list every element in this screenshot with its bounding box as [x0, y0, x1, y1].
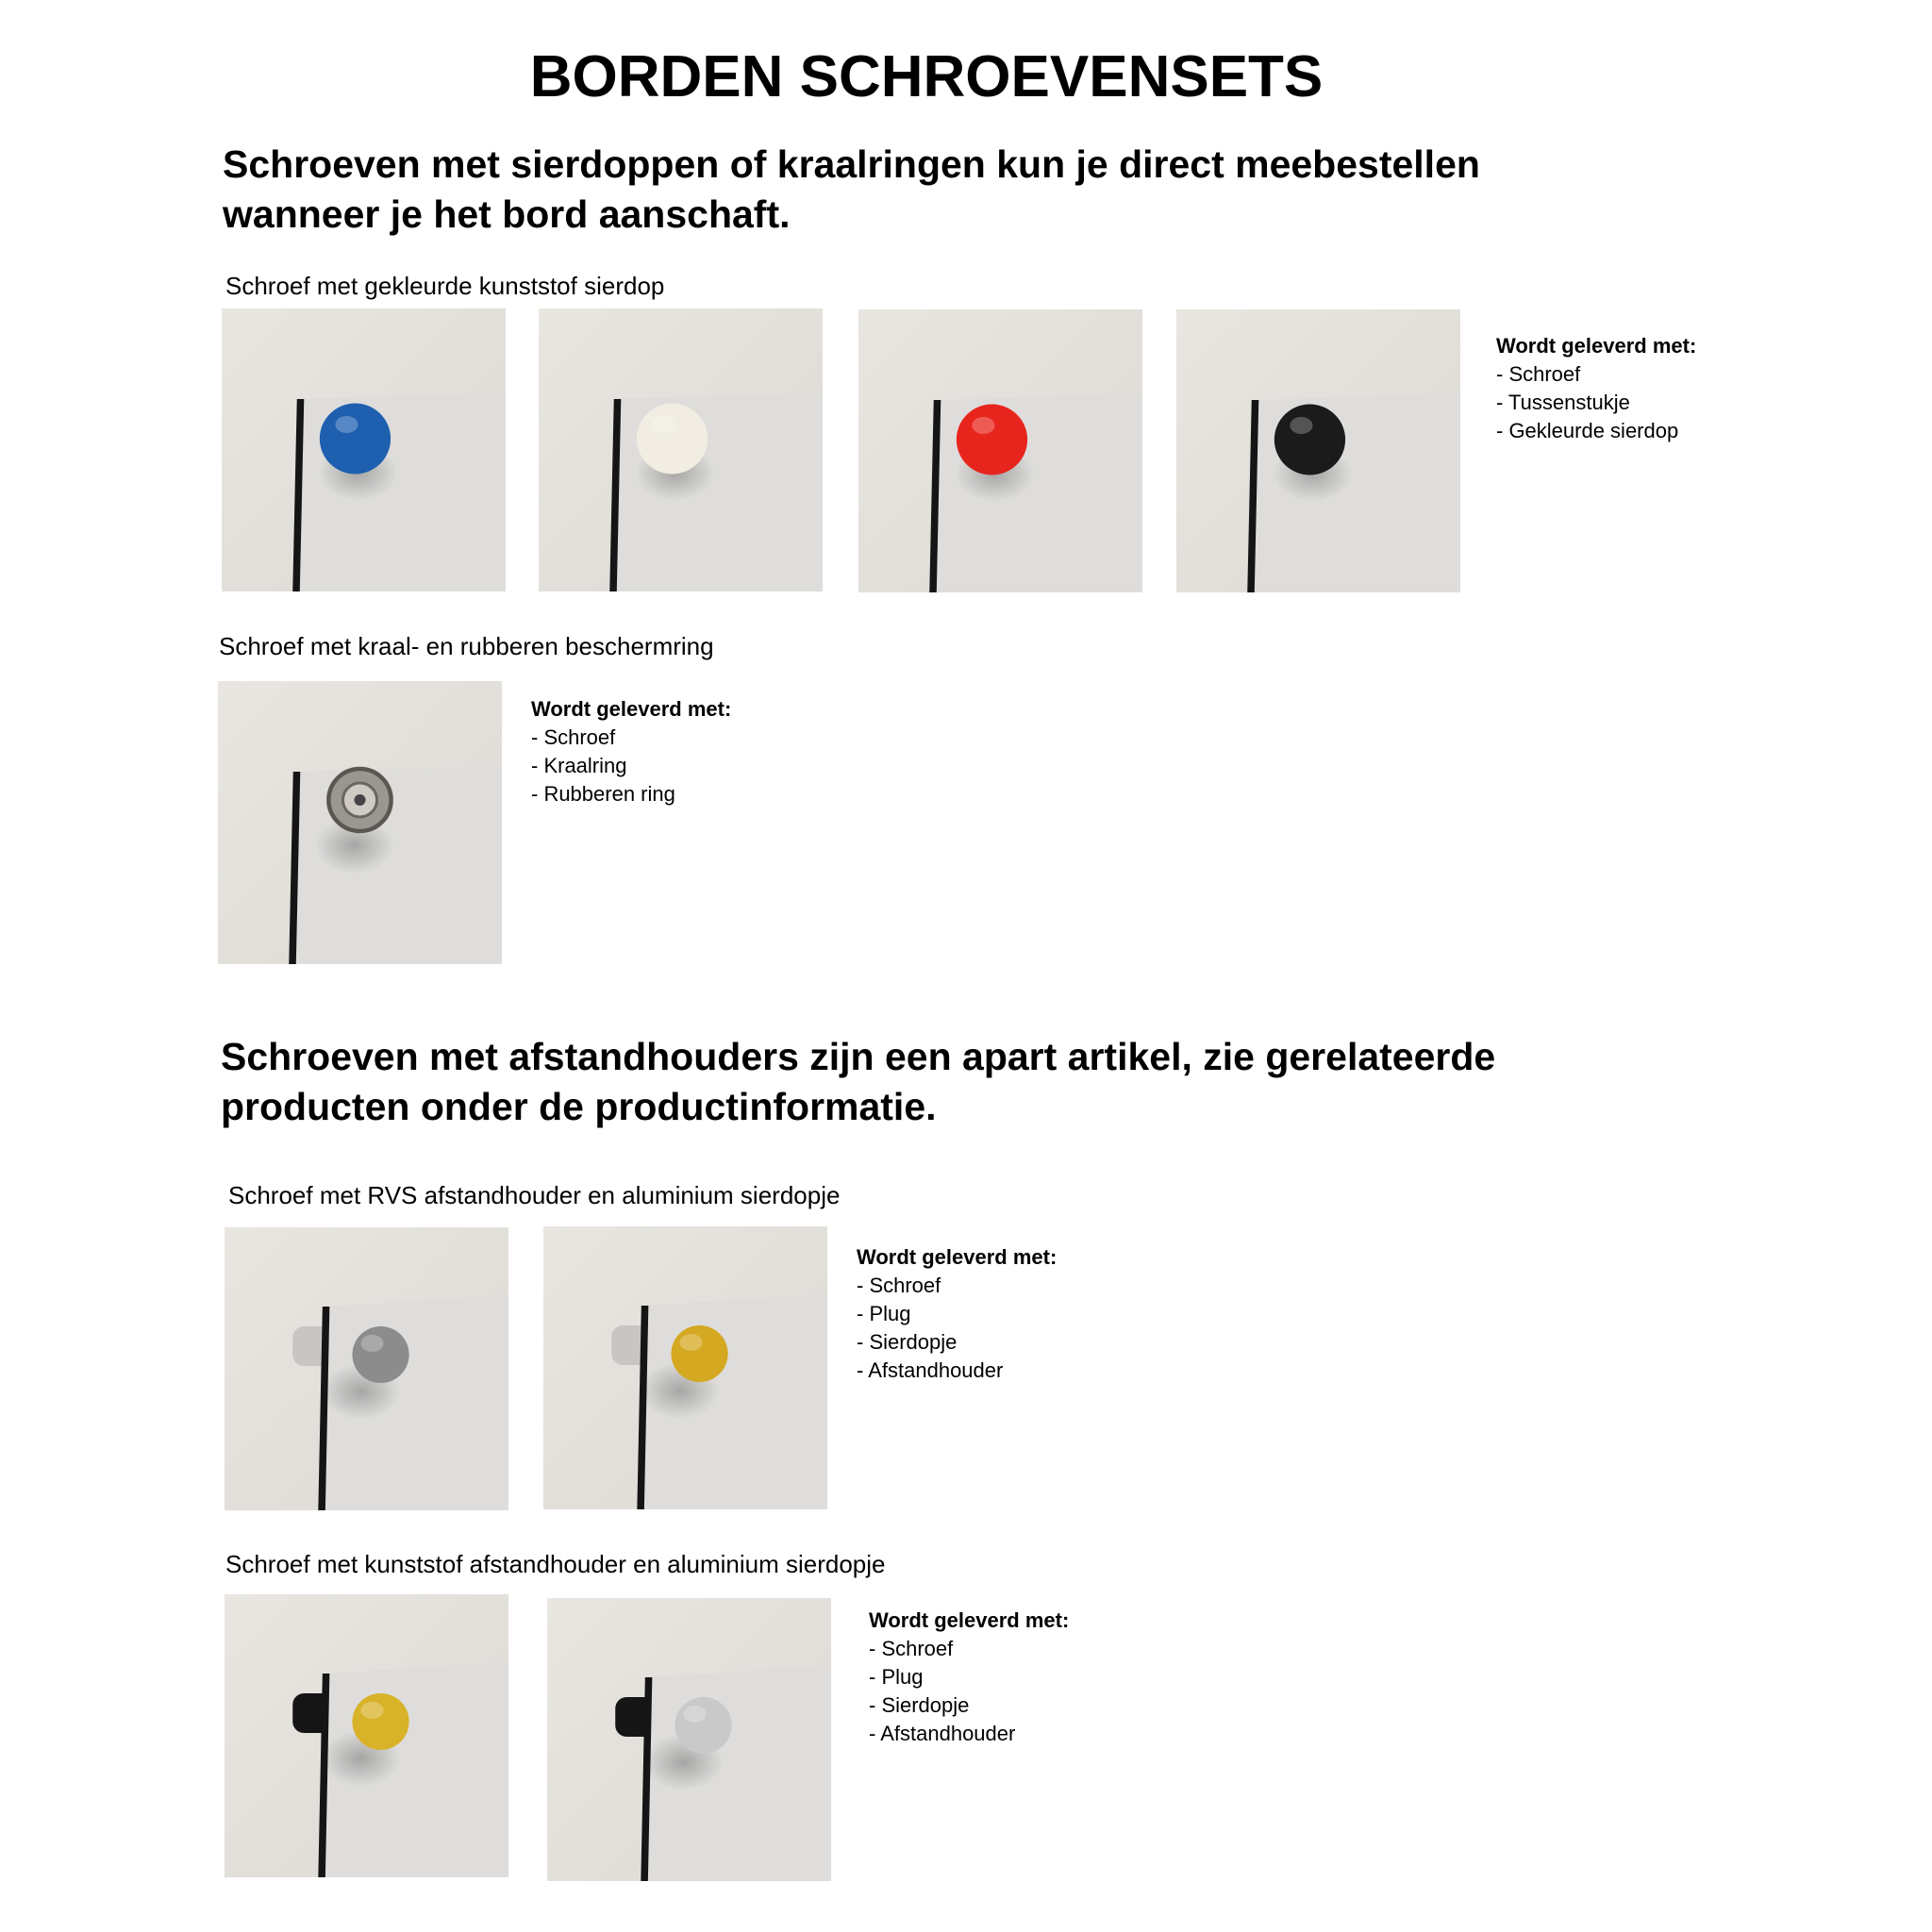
- delivered-title: Wordt geleverd met:: [857, 1245, 1058, 1269]
- photo-black-cap: [1176, 309, 1460, 592]
- delivered-item: - Afstandhouder: [857, 1358, 1004, 1382]
- delivered-item: - Schroef: [531, 725, 616, 749]
- photo-blue-cap: [222, 308, 506, 591]
- group4-caption: Schroef met kunststof afstandhouder en aluminium sierdopje: [225, 1550, 886, 1578]
- delivered-item: - Sierdopje: [869, 1693, 970, 1717]
- photo-white-cap: [539, 308, 823, 591]
- product-photo-illustration: [225, 1227, 508, 1510]
- delivered-title: Wordt geleverd met:: [531, 697, 732, 721]
- delivered-item: - Schroef: [1496, 362, 1581, 386]
- photo-rvs-spacer-alu-cap: [225, 1227, 508, 1510]
- delivered-title: Wordt geleverd met:: [1496, 334, 1697, 358]
- product-photo-illustration: [858, 309, 1142, 592]
- section2-heading: [221, 1032, 1495, 1132]
- delivered-item: - Rubberen ring: [531, 782, 675, 806]
- product-photo-illustration: [539, 308, 823, 591]
- group4-delivered-list: [869, 1607, 1069, 1748]
- section2-heading-line2: producten onder de productinformatie.: [221, 1085, 937, 1128]
- product-photo-illustration: [1176, 309, 1460, 592]
- delivered-item: - Plug: [857, 1302, 911, 1325]
- delivered-item: - Kraalring: [531, 754, 627, 777]
- delivered-item: - Gekleurde sierdop: [1496, 419, 1679, 442]
- photo-rvs-spacer-gold-cap: [543, 1226, 827, 1509]
- delivered-item: - Tussenstukje: [1496, 391, 1630, 414]
- delivered-item: - Schroef: [869, 1637, 954, 1660]
- group3-delivered-list: [857, 1243, 1057, 1385]
- delivered-item: - Afstandhouder: [869, 1722, 1016, 1745]
- delivered-item: - Sierdopje: [857, 1330, 958, 1354]
- section1-heading: [223, 140, 1480, 240]
- photo-red-cap: [858, 309, 1142, 592]
- page-title: BORDEN SCHROEVENSETS: [529, 44, 1324, 109]
- delivered-title: Wordt geleverd met:: [869, 1608, 1070, 1632]
- group1-caption: Schroef met gekleurde kunststof sierdop: [225, 272, 665, 300]
- product-photo-illustration: [222, 308, 506, 591]
- photo-plastic-spacer-gold-cap: [225, 1594, 508, 1877]
- product-photo-illustration: [218, 681, 502, 964]
- delivered-item: - Schroef: [857, 1274, 941, 1297]
- product-photo-illustration: [547, 1598, 831, 1881]
- group1-delivered-list: [1496, 332, 1696, 445]
- photo-plastic-spacer-alu-cap: [547, 1598, 831, 1881]
- group3-caption: Schroef met RVS afstandhouder en aluminium sierdopje: [228, 1181, 841, 1209]
- product-photo-illustration: [225, 1594, 508, 1877]
- section2-heading-line1: Schroeven met afstandhouders zijn een apart artikel, zie gerelateerde: [221, 1035, 1496, 1078]
- delivered-item: - Plug: [869, 1665, 924, 1689]
- photo-bead-ring: [218, 681, 502, 964]
- section1-heading-line1: Schroeven met sierdoppen of kraalringen kun je direct meebestellen: [223, 142, 1480, 186]
- group2-caption: Schroef met kraal- en rubberen beschermring: [219, 632, 714, 660]
- section1-heading-line2: wanneer je het bord aanschaft.: [223, 192, 791, 236]
- group2-delivered-list: [531, 695, 731, 808]
- product-photo-illustration: [543, 1226, 827, 1509]
